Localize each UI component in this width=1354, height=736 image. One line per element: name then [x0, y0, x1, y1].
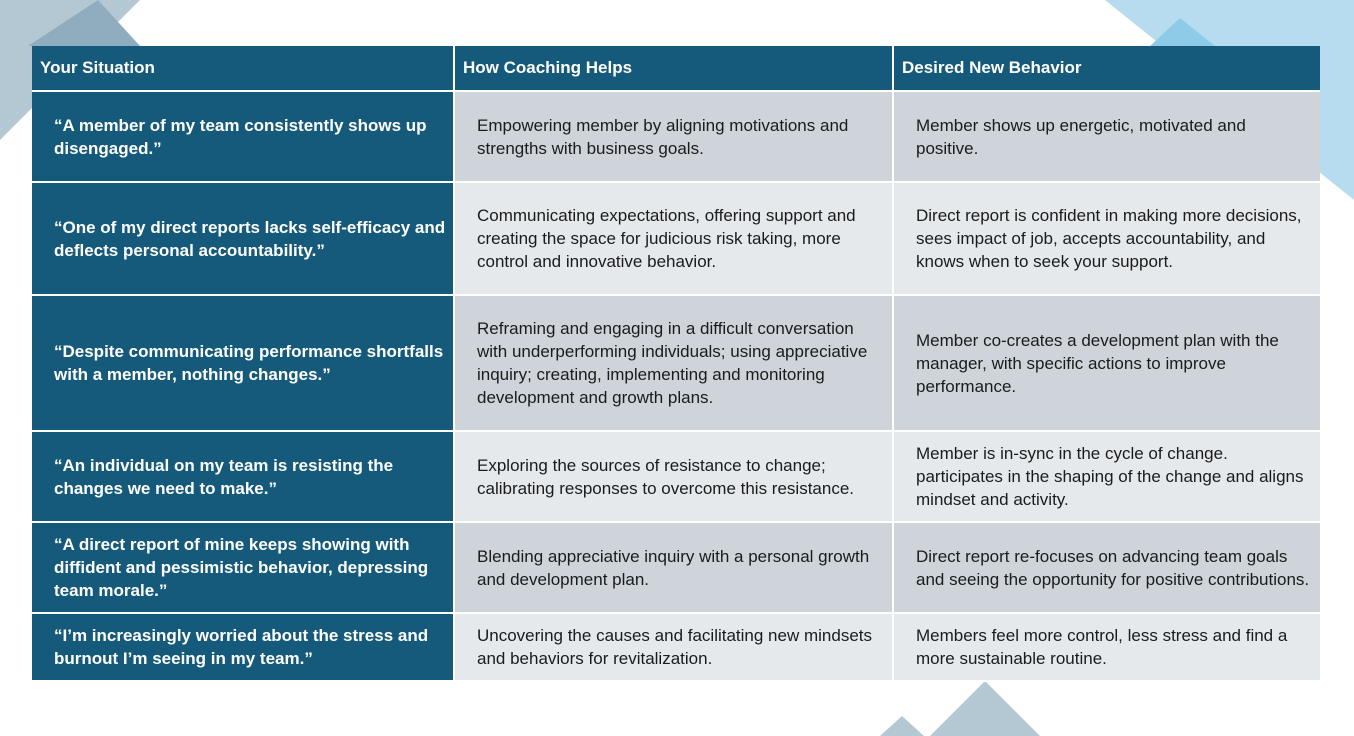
- coaching-table: [32, 46, 1320, 682]
- situation-cell: “An individual on my team is resisting the changes we need to make.”: [32, 431, 454, 522]
- table-row: [32, 182, 1320, 295]
- coaching-help-cell: Reframing and engaging in a difficult conversation with underperforming individuals; using appreciative inquiry; creating, implementing and monitoring development and growth plans.: [454, 295, 893, 431]
- coaching-help-cell: Empowering member by aligning motivations and strengths with business goals.: [454, 91, 893, 182]
- coaching-help-cell: Uncovering the causes and facilitating new mindsets and behaviors for revitalization.: [454, 613, 893, 681]
- coaching-help-cell: Communicating expectations, offering support and creating the space for judicious risk taking, more control and innovative behavior.: [454, 182, 893, 295]
- desired-behavior-cell: Member shows up energetic, motivated and positive.: [893, 91, 1320, 182]
- header-how-coaching-helps: How Coaching Helps: [454, 46, 893, 91]
- table-header-row: [32, 46, 1320, 91]
- desired-behavior-cell: Member co-creates a development plan with the manager, with specific actions to improve performance.: [893, 295, 1320, 431]
- table-row: [32, 522, 1320, 613]
- deco-triangle-bottom-small: [880, 716, 924, 736]
- coaching-help-cell: Exploring the sources of resistance to change; calibrating responses to overcome this resistance.: [454, 431, 893, 522]
- coaching-help-cell: Blending appreciative inquiry with a personal growth and development plan.: [454, 522, 893, 613]
- table-row: [32, 295, 1320, 431]
- deco-triangle-bottom-large: [930, 681, 1040, 736]
- header-your-situation: Your Situation: [32, 46, 454, 91]
- table-row: [32, 91, 1320, 182]
- table-row: [32, 613, 1320, 681]
- situation-cell: “I’m increasingly worried about the stress and burnout I’m seeing in my team.”: [32, 613, 454, 681]
- situation-cell: “One of my direct reports lacks self-efficacy and deflects personal accountability.”: [32, 182, 454, 295]
- table-row: [32, 431, 1320, 522]
- situation-cell: “A direct report of mine keeps showing with diffident and pessimistic behavior, depressing team morale.”: [32, 522, 454, 613]
- desired-behavior-cell: Direct report re-focuses on advancing team goals and seeing the opportunity for positive contributions.: [893, 522, 1320, 613]
- desired-behavior-cell: Member is in-sync in the cycle of change. participates in the shaping of the change and aligns mindset and activity.: [893, 431, 1320, 522]
- desired-behavior-cell: Members feel more control, less stress and find a more sustainable routine.: [893, 613, 1320, 681]
- header-desired-new-behavior: Desired New Behavior: [893, 46, 1320, 91]
- situation-cell: “A member of my team consistently shows up disengaged.”: [32, 91, 454, 182]
- desired-behavior-cell: Direct report is confident in making more decisions, sees impact of job, accepts accountability, and knows when to seek your support.: [893, 182, 1320, 295]
- situation-cell: “Despite communicating performance shortfalls with a member, nothing changes.”: [32, 295, 454, 431]
